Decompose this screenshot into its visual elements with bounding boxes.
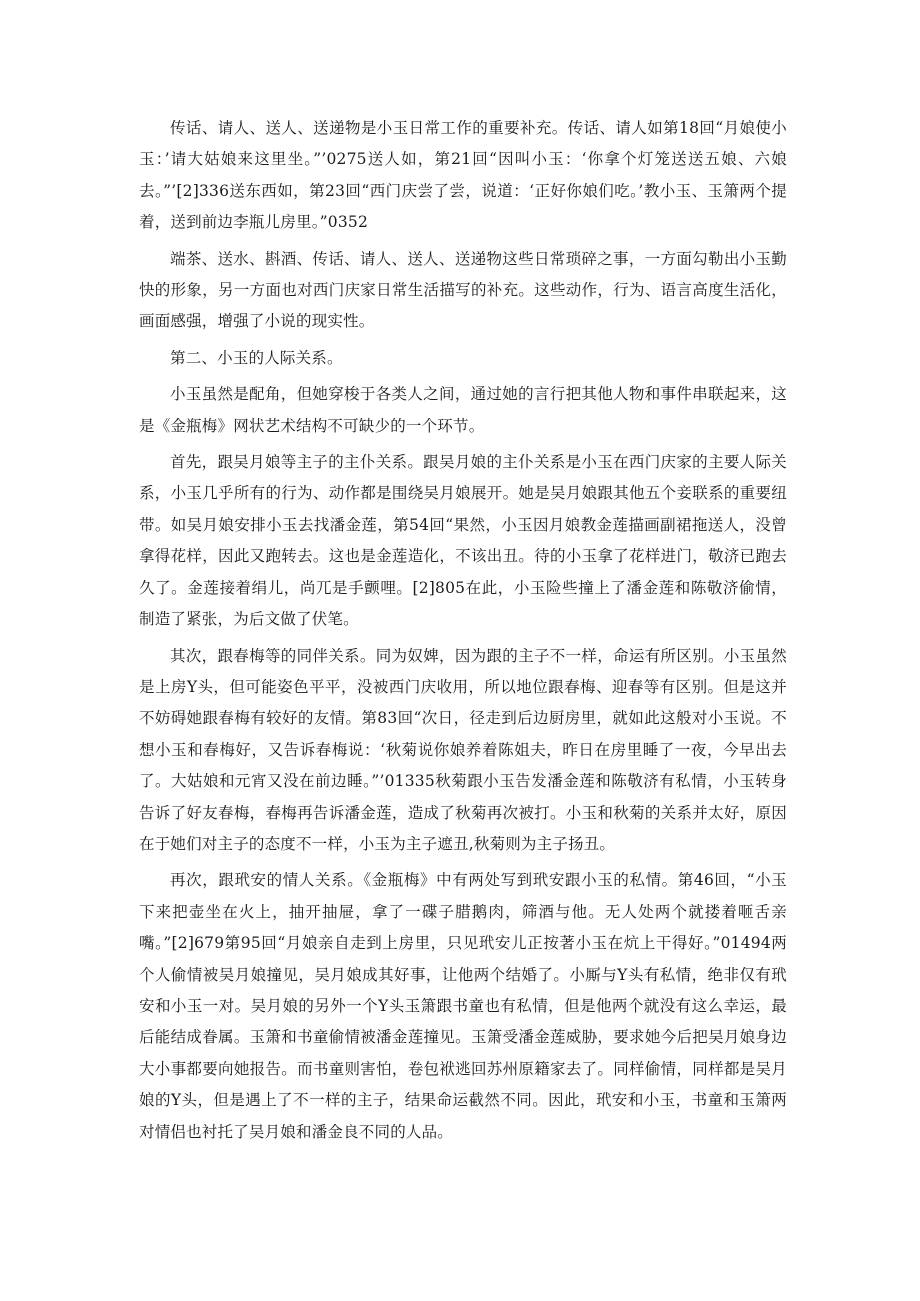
paragraph-companions: 其次，跟春梅等的同伴关系。同为奴婢，因为跟的主子不一样，命运有所区别。小玉虽然是上房Y头，但可能姿色平平，没被西门庆收用，所以地位跟春梅、迎春等有区别。但是这并不妨碍她跟春梅有较好的友情。第83回“次日，径走到后边厨房里，就如此这般对小玉说。不想小玉和春梅好，又告诉春梅说：‘秋菊说你娘养着陈姐夫，昨日在房里睡了一夜，今早出去了。大姑娘和元宵又没在前边睡。”’01335秋菊跟小玉告发潘金莲和陈敬济有私情，小玉转身告诉了好友春梅，春梅再告诉潘金莲，造成了秋菊再次被打。小玉和秋菊的关系并太好，原因在于她们对主子的态度不一样，小玉为主子遮丑,秋菊则为主子扬丑。 [139,646,787,853]
section-heading-relationships: 第二、小玉的人际关系。 [170,348,343,367]
paragraph-supporting-role: 小玉虽然是配角，但她穿梭于各类人之间，通过她的言行把其他人物和事件串联起来，这是《金瓶梅》网状艺术结构不可缺少的一个环节。 [139,385,787,435]
paragraph-master-servant: 首先，跟吴月娘等主子的主仆关系。跟吴月娘的主仆关系是小玉在西门庆家的主要人际关系，小玉几乎所有的行为、动作都是围绕吴月娘展开。她是吴月娘跟其他五个妾联系的重要纽带。如吴月娘安排小玉去找潘金莲，第54回“果然，小玉因月娘教金莲描画副裙拖送人，没曾拿得花样，因此又跑转去。这也是金莲造化，不该出丑。待的小玉拿了花样进门，敬济已跑去久了。金莲接着绢儿，尚兀是手颤哩。[2]805在此，小玉险些撞上了潘金莲和陈敬济偷情，制造了紧张，为后文做了伏笔。 [139,453,787,629]
paragraph-daily-chores: 端茶、送水、斟酒、传话、请人、送人、送递物这些日常琐碎之事，一方面勾勒出小玉勤快的形象，另一方面也对西门庆家日常生活描写的补充。这些动作，行为、语言高度生活化，画面感强，增强了小说的现实性。 [139,249,787,331]
paragraph-lovers: 再次，跟玳安的情人关系。《金瓶梅》中有两处写到玳安跟小玉的私情。第46回，“小玉下来把壶坐在火上，抽开抽屉，拿了一碟子腊鹅肉，筛酒与他。无人处两个就搂着咂舌亲嘴。”[2]679第95回“月娘亲自走到上房里，只见玳安儿正按著小玉在炕上干得好。”01494两个人偷情被吴月娘撞见，吴月娘成其好事，让他两个结婚了。小厮与Y头有私情，绝非仅有玳安和小玉一对。吴月娘的另外一个Y头玉箫跟书童也有私情，但是他两个就没有这么幸运，最后能结成眷属。玉箫和书童偷情被潘金莲撞见。玉箫受潘金莲威胁，要求她今后把吴月娘身边大小事都要向她报告。而书童则害怕，卷包袱逃回苏州原籍家去了。同样偷情，同样都是吴月娘的Y头，但是遇上了不一样的主子，结果命运截然不同。因此，玳安和小玉，书童和玉箫两对情侣也衬托了吴月娘和潘金良不同的人品。 [139,871,787,1141]
document-body [139,113,787,1153]
paragraph-errands: 传话、请人、送人、送递物是小玉日常工作的重要补充。传话、请人如第18回“月娘使小玉：’请大姑娘来这里坐。”’0275送人如，第21回“因叫小玉：‘你拿个灯笼送送五娘、六娘去。”’[2]336送东西如，第23回“西门庆尝了尝，说道：‘正好你娘们吃。’教小玉、玉箫两个提着，送到前边李瓶儿房里。”0352 [139,119,787,232]
